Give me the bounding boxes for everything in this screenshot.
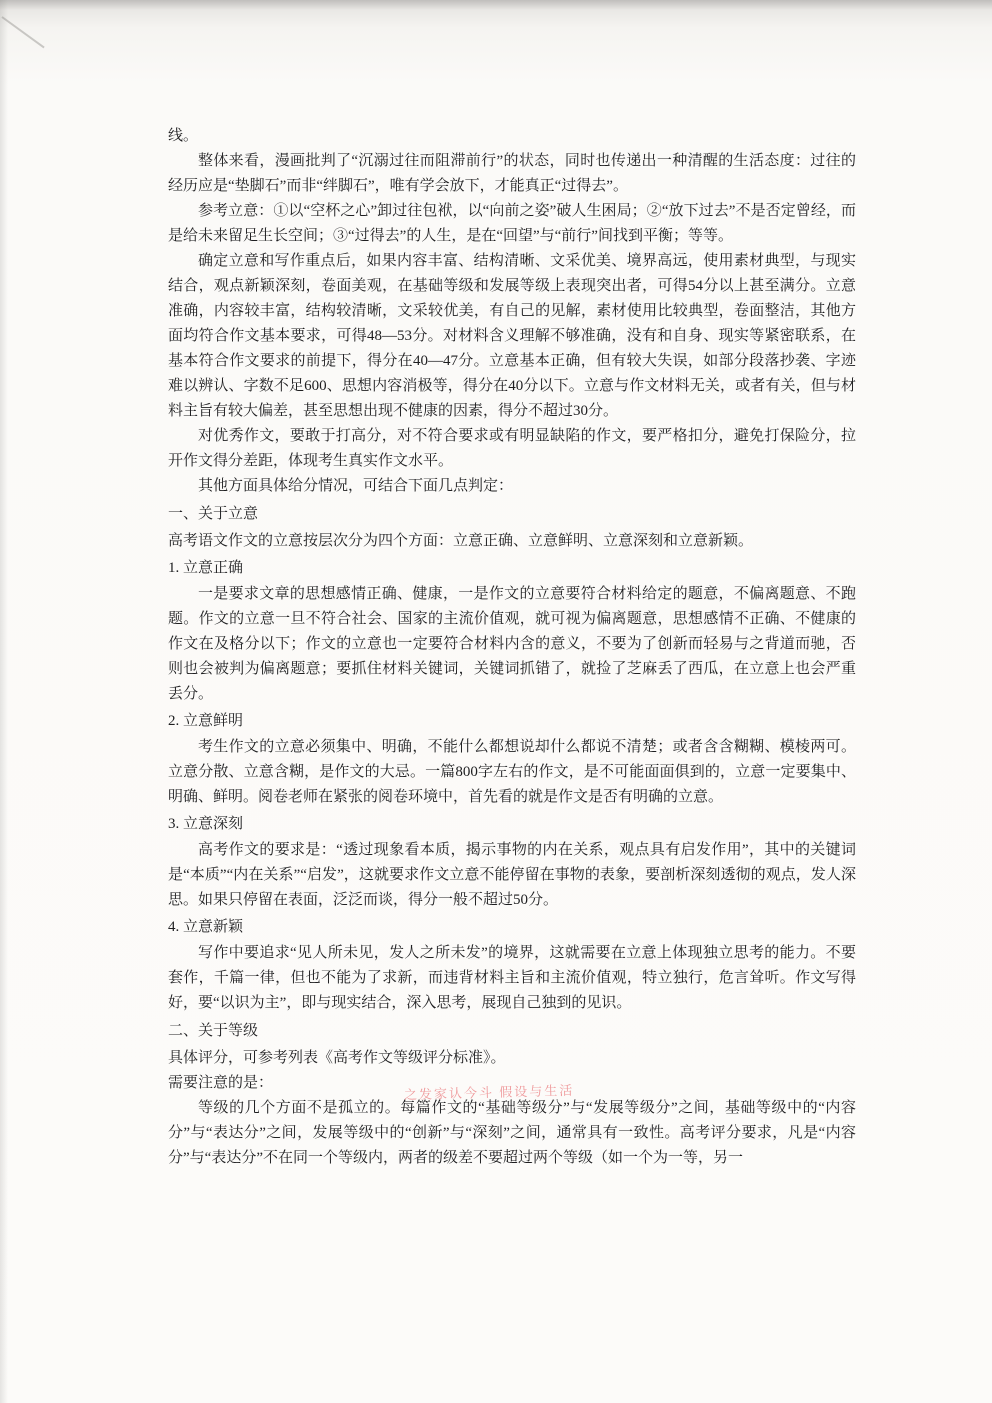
section-heading-1: 一、关于立意: [168, 506, 259, 522]
subheading-3: 3. 立意深刻: [168, 816, 244, 832]
paragraph: 考生作文的立意必须集中、明确，不能什么都想说却什么都说不清楚；或者含含糊糊、模棱两可。立意分散、立意含糊，是作文的大忌。一篇800字左右的作文，是不可能面面俱到的，立意一定要集中、明确、鲜明。阅卷老师在紧张的阅卷环境中，首先看的就是作文是否有明确的立意。: [168, 739, 856, 805]
subheading-4: 4. 立意新颖: [168, 919, 244, 935]
scan-left-shadow: [0, 0, 8, 1403]
paragraph: 高考作文的要求是：“透过现象看本质，揭示事物的内在关系，观点具有启发作用”，其中的关键词是“本质”“内在关系”“启发”，这就要求作文立意不能停留在事物的表象，要剖析深刻透彻的观点，发人深思。如果只停留在表面，泛泛而谈，得分一般不超过50分。: [168, 842, 856, 908]
paragraph: 其他方面具体给分情况，可结合下面几点判定：: [198, 478, 514, 494]
paragraph: 整体来看，漫画批判了“沉溺过往而阻滞前行”的状态，同时也传递出一种清醒的生活态度：过往的经历应是“垫脚石”而非“绊脚石”，唯有学会放下，才能真正“过得去”。: [168, 153, 856, 194]
paragraph: 等级的几个方面不是孤立的。每篇作文的“基础等级分”与“发展等级分”之间，基础等级中的“内容分”与“表达分”之间，发展等级中的“创新”与“深刻”之间，通常具有一致性。高考评分要求，凡是“内容分”与“表达分”不在同一个等级内，两者的级差不要超过两个等级（如一个为一等，另一: [168, 1100, 856, 1166]
paragraph: 需要注意的是：: [168, 1075, 274, 1091]
paragraph: 确定立意和写作重点后，如果内容丰富、结构清晰、文采优美、境界高远，使用素材典型，与现实结合，观点新颖深刻，卷面美观，在基础等级和发展等级上表现突出者，可得54分以上甚至满分。立意准确，内容较丰富，结构较清晰，文采较优美，有自己的见解，素材使用比较典型，卷面整洁，其他方面均符合作文基本要求，可得48—53分。对材料含义理解不够准确，没有和自身、现实等紧密联系，在基本符合作文要求的前提下，得分在40—47分。立意基本正确，但有较大失误，如部分段落抄袭、字迹难以辨认、字数不足600、思想内容消极等，得分在40分以下。立意与作文材料无关，或者有关，但与材料主旨有较大偏差，甚至思想出现不健康的因素，得分不超过30分。: [168, 253, 856, 419]
paragraph: 高考语文作文的立意按层次分为四个方面：立意正确、立意鲜明、立意深刻和立意新颖。: [168, 533, 754, 549]
subheading-2: 2. 立意鲜明: [168, 713, 244, 729]
scan-corner-artifact: [1, 16, 44, 48]
paragraph: 写作中要追求“见人所未见，发人之所未发”的境界，这就需要在立意上体现独立思考的能力。不要套作，千篇一律，但也不能为了求新，而违背材料主旨和主流价值观，特立独行，危言耸听。作文写得好，要“以识为主”，即与现实结合，深入思考，展现自己独到的见识。: [168, 945, 856, 1011]
section-heading-2: 二、关于等级: [168, 1023, 259, 1039]
document-body: [168, 124, 856, 1171]
paragraph: 参考立意：①以“空杯之心”卸过往包袱，以“向前之姿”破人生困局；②“放下过去”不是否定曾经，而是给未来留足生长空间；③“过得去”的人生，是在“回望”与“前行”间找到平衡；等等。: [168, 203, 856, 244]
paragraph: 一是要求文章的思想感情正确、健康，一是作文的立意要符合材料给定的题意，不偏离题意、不跑题。作文的立意一旦不符合社会、国家的主流价值观，就可视为偏离题意，思想感情不正确、不健康的作文在及格分以下；作文的立意也一定要符合材料内含的意义，不要为了创新而轻易与之背道而驰，否则也会被判为偏离题意；要抓住材料关键词，关键词抓错了，就捡了芝麻丢了西瓜，在立意上也会严重丢分。: [168, 586, 856, 702]
watermark-text: 之发家认今斗 假设与生活: [403, 1082, 575, 1103]
paragraph: 具体评分，可参考列表《高考作文等级评分标准》。: [168, 1050, 506, 1066]
paragraph: 对优秀作文，要敢于打高分，对不符合要求或有明显缺陷的作文，要严格扣分，避免打保险分，拉开作文得分差距，体现考生真实作文水平。: [168, 428, 856, 469]
scan-top-shadow: [0, 0, 992, 10]
subheading-1: 1. 立意正确: [168, 560, 244, 576]
paragraph-continuation: 线。: [168, 128, 199, 144]
